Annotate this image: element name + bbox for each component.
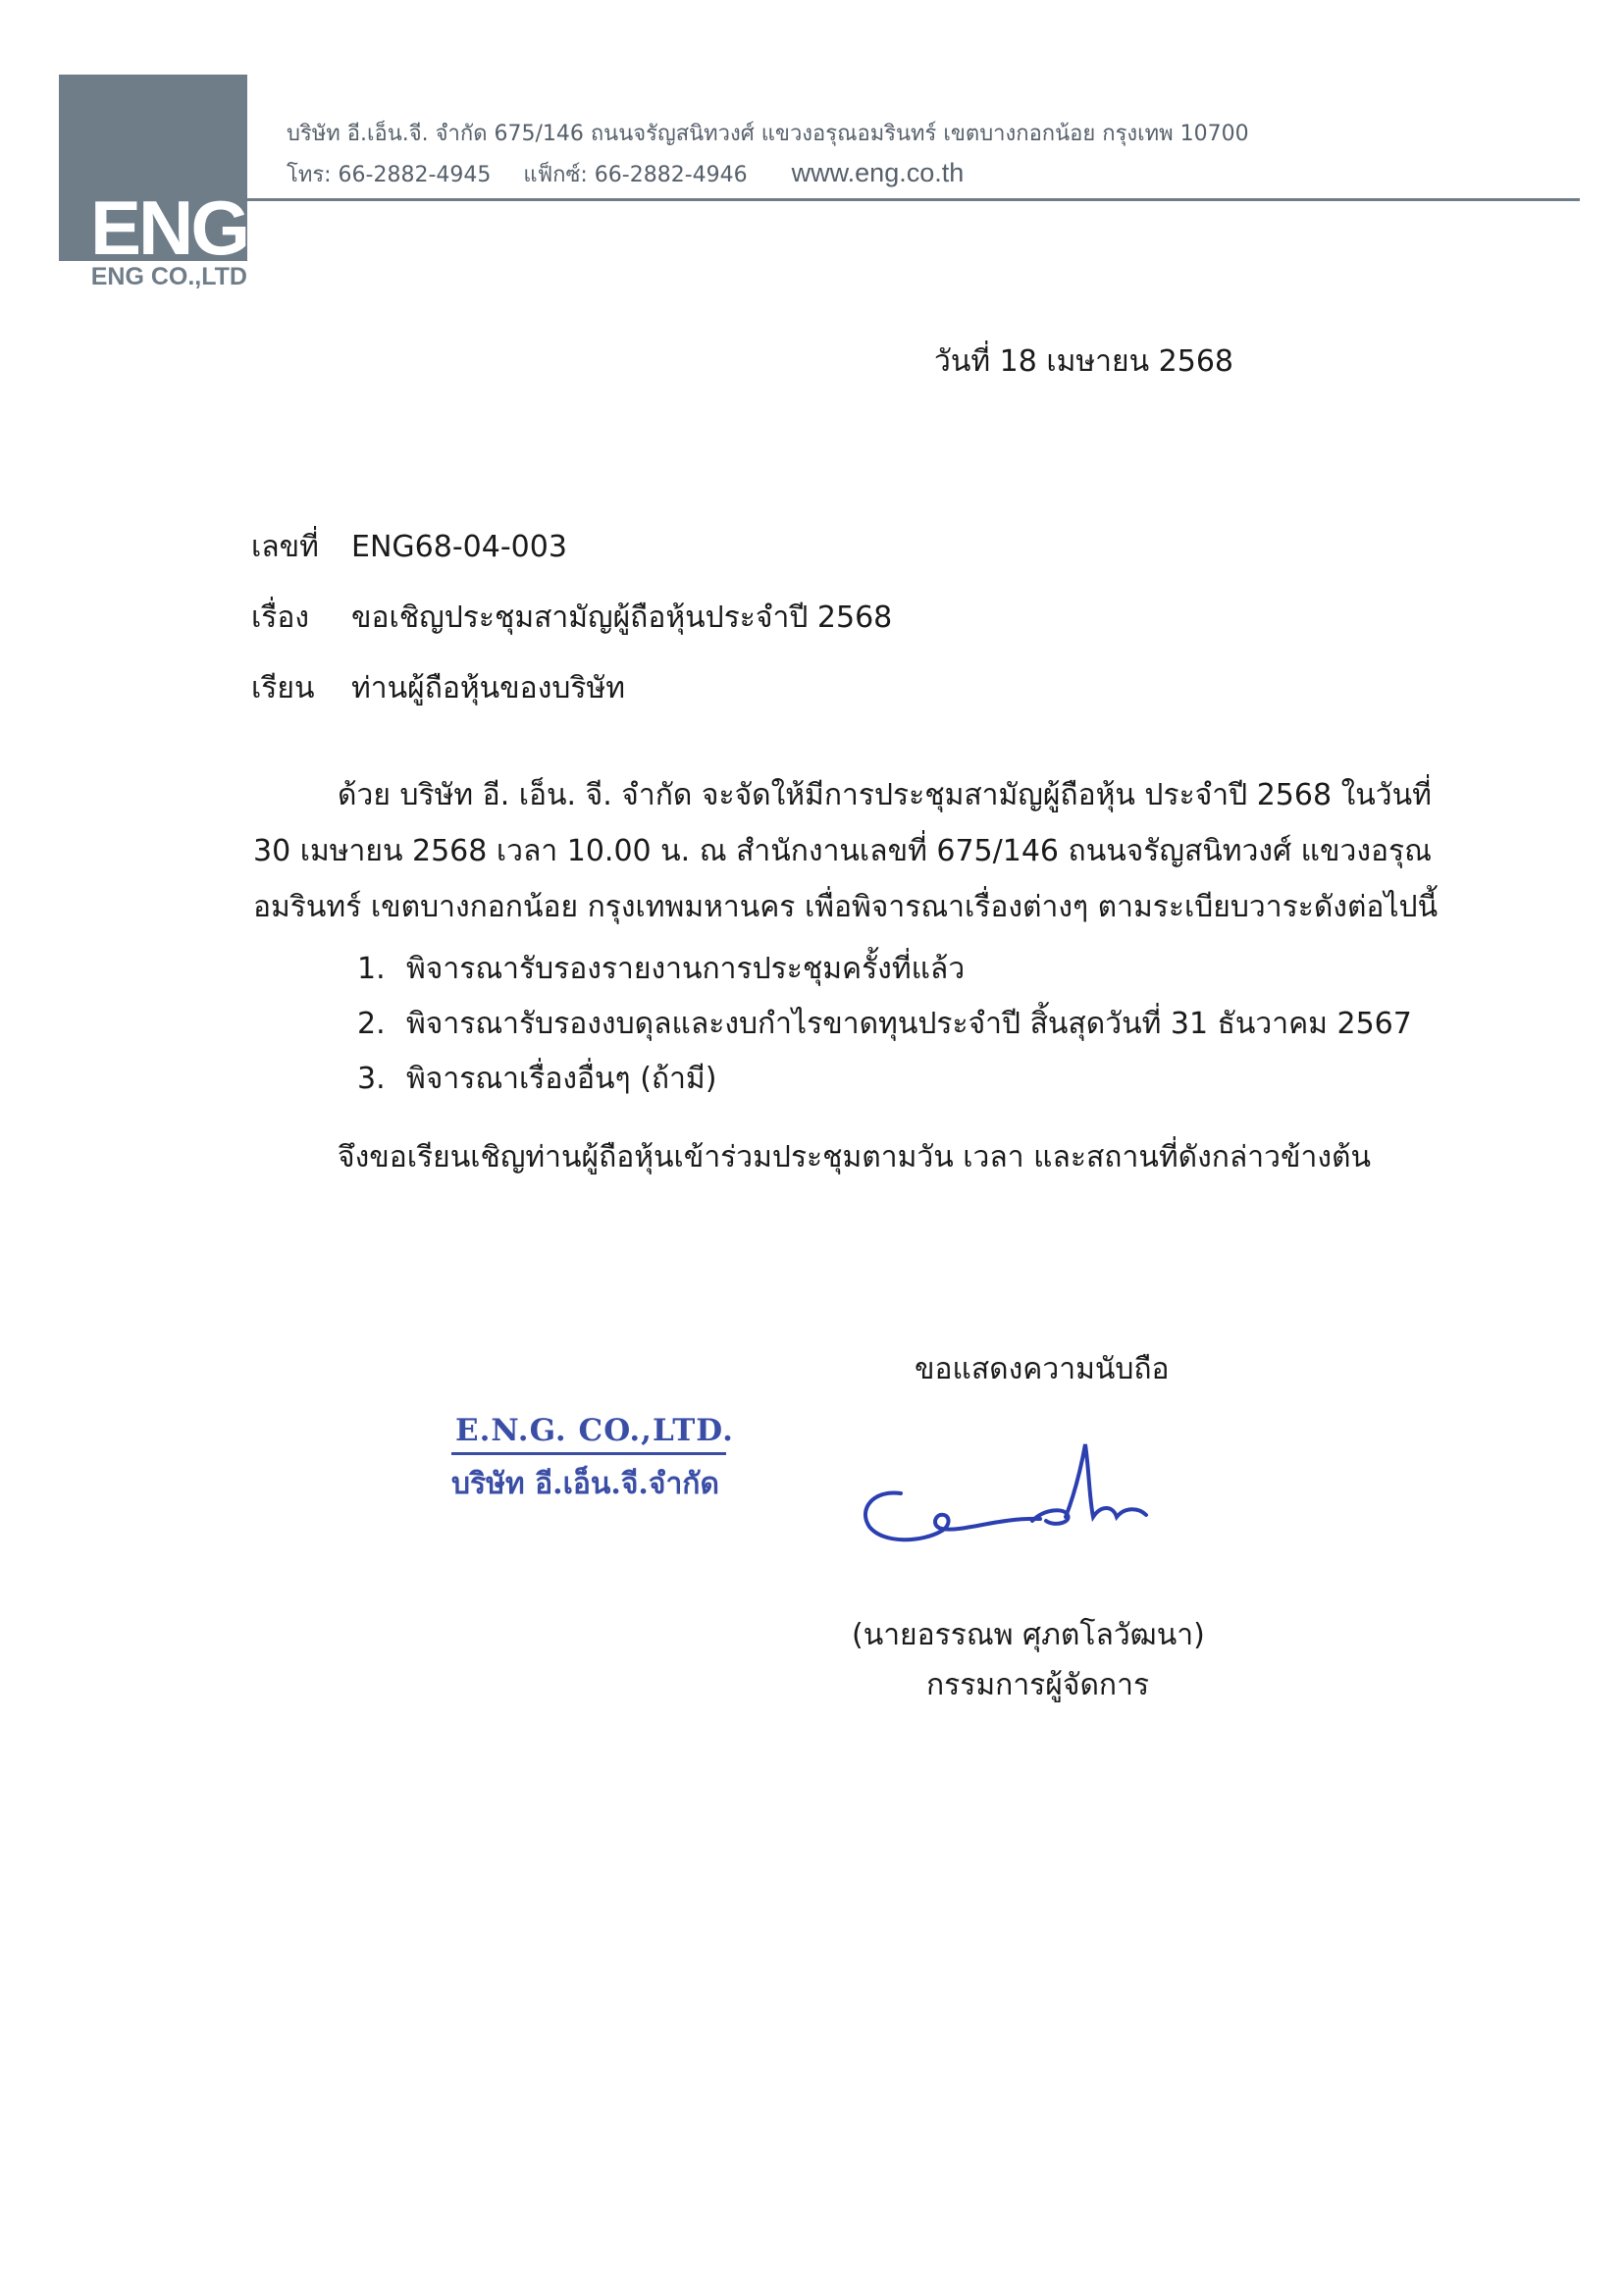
company-contact xyxy=(287,157,989,191)
logo-caption: ENG CO.,LTD xyxy=(90,263,247,290)
subject-text: ขอเชิญประชุมสามัญผู้ถือหุ้นประจำปี 2568 xyxy=(351,600,893,635)
closing-sentence: จึงขอเรียนเชิญท่านผู้ถือหุ้นเข้าร่วมประชุมตามวัน เวลา และสถานที่ดังกล่าวข้างต้น xyxy=(338,1140,1371,1174)
agenda-number: 2. xyxy=(357,1007,386,1041)
logo-mark: ENG xyxy=(89,184,247,271)
recipient-label: เรียน xyxy=(251,671,315,705)
signature-image xyxy=(854,1433,1207,1570)
company-stamp xyxy=(451,1413,736,1507)
agenda-item-2 xyxy=(357,1001,1412,1047)
complimentary-close: ขอแสดงความนับถือ xyxy=(915,1352,1170,1386)
recipient-text: ท่านผู้ถือหุ้นของบริษัท xyxy=(351,671,626,705)
phone-number: โทร: 66-2882-4945 xyxy=(287,163,492,187)
agenda-number: 1. xyxy=(357,952,386,986)
fax-number: แฟ็กซ์: 66-2882-4946 xyxy=(523,163,748,187)
subject-label: เรื่อง xyxy=(251,600,310,635)
header-divider xyxy=(247,198,1580,201)
stamp-thai: บริษัท อี.เอ็น.จี.จำกัด xyxy=(451,1467,719,1501)
company-address: บริษัท อี.เอ็น.จี. จำกัด 675/146 ถนนจรัญสนิทวงศ์ แขวงอรุณอมรินทร์ เขตบางกอกน้อย กรุงเทพ 10700 xyxy=(287,122,1249,146)
ref-number: ENG68-04-003 xyxy=(351,530,567,564)
ref-label: เลขที่ xyxy=(251,530,319,564)
agenda-text: พิจารณาเรื่องอื่นๆ (ถ้ามี) xyxy=(406,1062,717,1096)
agenda-item-3 xyxy=(357,1056,716,1102)
stamp-english: E.N.G. CO.,LTD. xyxy=(455,1413,734,1448)
agenda-item-1 xyxy=(357,946,965,992)
body-paragraph xyxy=(253,767,1440,935)
stamp-underline xyxy=(451,1452,726,1455)
letter-date: วันที่ 18 เมษายน 2568 xyxy=(934,344,1233,379)
body-line: อมรินทร์ เขตบางกอกน้อย กรุงเทพมหานคร เพื่อพิจารณาเรื่องต่างๆ ตามระเบียบวาระดังต่อไปนี้ xyxy=(253,890,1439,924)
agenda-number: 3. xyxy=(357,1062,386,1096)
body-line: ด้วย บริษัท อี. เอ็น. จี. จำกัด จะจัดให้มีการประชุมสามัญผู้ถือหุ้น ประจำปี 2568 ในวันที่ xyxy=(338,778,1432,812)
agenda-text: พิจารณารับรองรายงานการประชุมครั้งที่แล้ว xyxy=(406,952,966,986)
body-line: 30 เมษายน 2568 เวลา 10.00 น. ณ สำนักงานเลขที่ 675/146 ถนนจรัญสนิทวงศ์ แขวงอรุณ xyxy=(253,834,1432,868)
signer-title: กรรมการผู้จัดการ xyxy=(926,1668,1150,1702)
signer-name: (นายอรรณพ ศุภตโลวัฒนา) xyxy=(852,1618,1205,1652)
agenda-text: พิจารณารับรองงบดุลและงบกำไรขาดทุนประจำปี สิ้นสุดวันที่ 31 ธันวาคม 2567 xyxy=(406,1007,1412,1041)
website-link[interactable]: www.eng.co.th xyxy=(791,158,965,187)
